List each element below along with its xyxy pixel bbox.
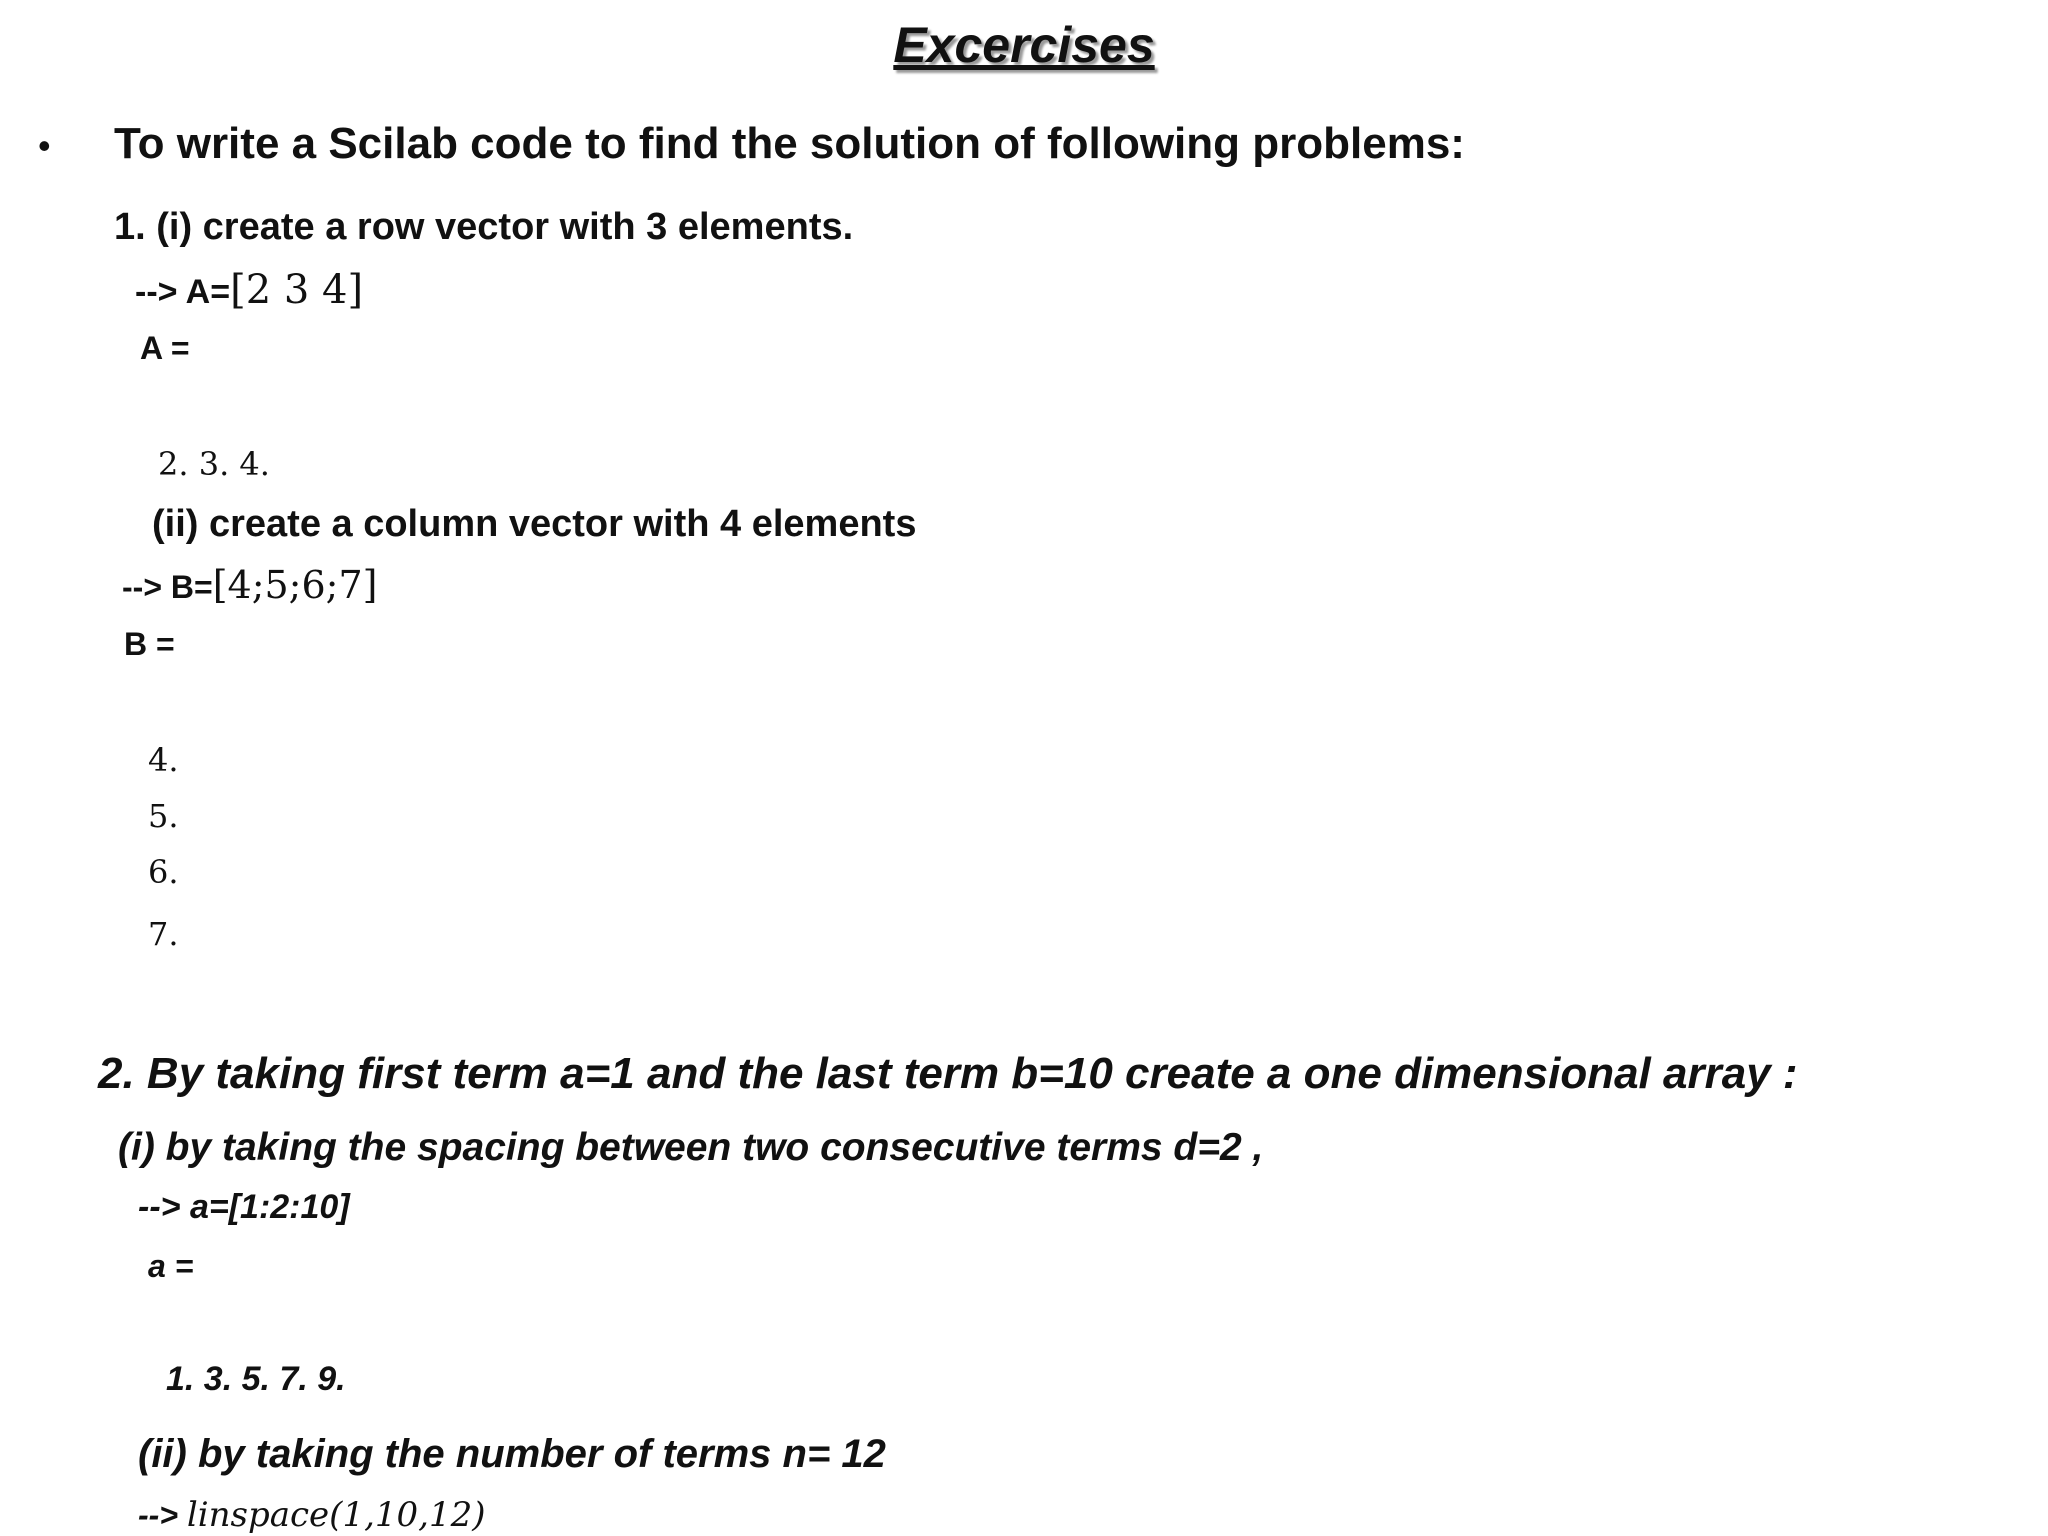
q1-sub-heading: (ii) create a column vector with 4 elements (152, 503, 917, 545)
q1-result-values: 2. 3. 4. (158, 445, 270, 483)
q1-command-value: [2 3 4] (230, 267, 364, 313)
q2-result-values: 1. 3. 5. 7. 9. (166, 1360, 346, 1398)
q1-command-prefix: --> A= (135, 273, 231, 311)
q1-result-2-label: B = (124, 626, 175, 662)
q2-sub1: (i) by taking the spacing between two consecutive terms d=2 , (118, 1126, 1264, 1169)
slide-title: Excercises (893, 17, 1155, 73)
q1-command-2-value: [4;5;6;7] (212, 563, 378, 607)
q2-sub2: (ii) by taking the number of terms n= 12 (138, 1432, 886, 1476)
column-value: 6. (148, 853, 179, 891)
q2-result-label: a = (148, 1248, 194, 1284)
q2-heading: 2. By taking first term a=1 and the last term b=10 create a one dimensional array : (98, 1049, 1798, 1098)
bullet-icon: • (38, 125, 51, 166)
q1-result-label: A = (140, 330, 190, 366)
q1-command (135, 267, 364, 313)
q1-command-2 (122, 563, 378, 607)
q1-command-2-prefix: --> B= (122, 569, 213, 605)
q2-command-2-value: linspace(1,10,12) (186, 1495, 486, 1535)
q1-heading: 1. (i) create a row vector with 3 elements. (114, 206, 854, 248)
column-value: 5. (148, 797, 179, 835)
q2-command-1: --> a=[1:2:10] (138, 1188, 350, 1226)
column-value: 7. (148, 915, 179, 953)
q2-command-2 (138, 1495, 486, 1535)
q2-command-2-prefix: --> (138, 1497, 187, 1533)
lead-statement: To write a Scilab code to find the solution of following problems: (114, 119, 1465, 168)
column-value: 4. (148, 741, 179, 779)
